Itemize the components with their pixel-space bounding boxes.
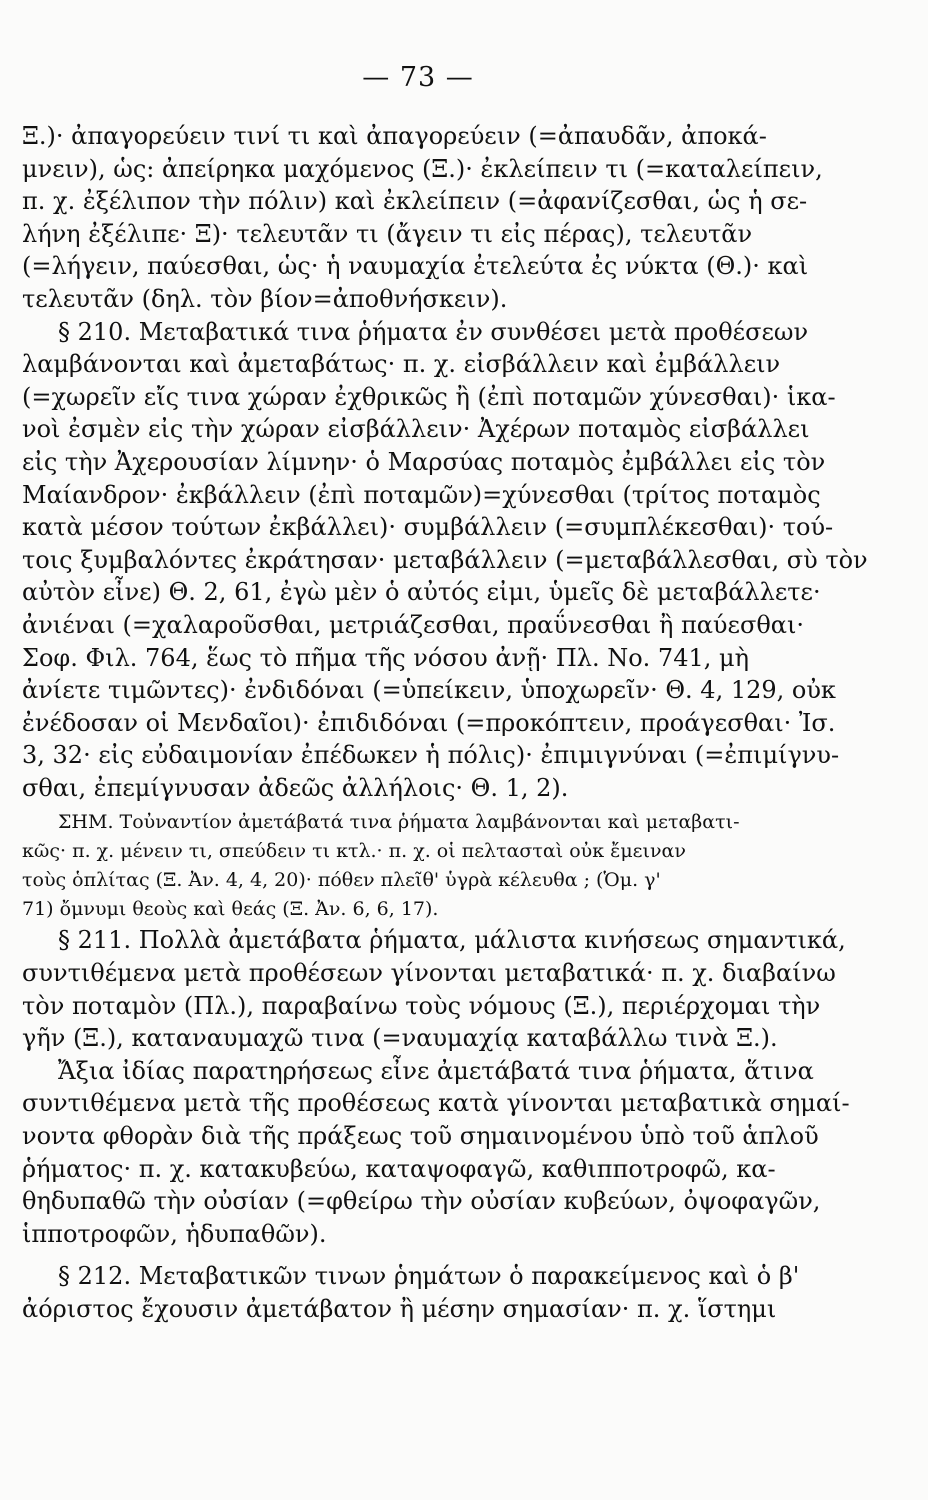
note-line: τοὺς ὁπλίτας (Ξ. Ἀν. 4, 4, 20)· πόθεν πλεῖθ' ὑγρὰ κέλευθα ; (Ὁμ. γ' (22, 869, 661, 892)
note-block (22, 808, 822, 924)
text-line: ἀνίετε τιμῶντες)· ἐνδιδόναι (=ὑπείκειν, ὑποχωρεῖν· Θ. 4, 129, οὐκ (22, 676, 836, 705)
text-line: ἀόριστος ἔχουσιν ἀμετάβατον ἢ μέσην σημασίαν· π. χ. ἵστημι (22, 1295, 777, 1323)
text-line: § 211. Πολλὰ ἀμετάβατα ῥήματα, μάλιστα κινήσεως σημαντικά, (58, 926, 846, 955)
text-line: συντιθέμενα μετὰ προθέσεων γίνονται μεταβατικά· π. χ. διαβαίνω (22, 959, 836, 988)
text-line: λαμβάνονται καὶ ἀμεταβάτως· π. χ. εἰσβάλλειν καὶ ἐμβάλλειν (22, 350, 781, 379)
text-line: (=χωρεῖν εἴς τινα χώραν ἐχθρικῶς ἢ (ἐπὶ ποταμῶν χύνεσθαι)· ἱκα- (22, 382, 836, 411)
text-line: αὐτὸν εἶνε) Θ. 2, 61, ἐγὼ μὲν ὁ αὐτός εἰμι, ὑμεῖς δὲ μεταβάλλετε· (22, 578, 821, 607)
text-line: εἰς τὴν Ἀχερουσίαν λίμνην· ὁ Μαρσύας ποταμὸς ἐμβάλλει εἰς τὸν (22, 447, 826, 476)
text-line: γῆν (Ξ.), καταναυμαχῶ τινα (=ναυμαχίᾳ καταβάλλω τινὰ Ξ.). (22, 1024, 778, 1053)
section-212 (22, 1260, 822, 1325)
text-line: Σοφ. Φιλ. 764, ἕως τὸ πῆμα τῆς νόσου ἀνῇ· Πλ. Νο. 741, μὴ (22, 643, 749, 672)
text-line: Ἄξια ἰδίας παρατηρήσεως εἶνε ἀμετάβατά τινα ῥήματα, ἅτινα (58, 1056, 814, 1085)
text-line: κατὰ μέσον τούτων ἐκβάλλει)· συμβάλλειν (=συμπλέκεσθαι)· τού- (22, 513, 834, 542)
text-line: (=λήγειν, παύεσθαι, ὡς· ἡ ναυμαχία ἐτελεύτα ἐς νύκτα (Θ.)· καὶ (22, 252, 809, 281)
section-211 (22, 924, 850, 1250)
text-line: συντιθέμενα μετὰ τῆς προθέσεως κατὰ γίνονται μεταβατικὰ σημαί- (22, 1089, 850, 1118)
text-line: 3, 32· εἰς εὐδαιμονίαν ἐπέδωκεν ἡ πόλις)· ἐπιμιγνύναι (=ἐπιμίγνυ- (22, 741, 840, 770)
text-line: § 210. Μεταβατικά τινα ῥήματα ἐν συνθέσει μετὰ προθέσεων (58, 317, 809, 346)
note-line: ΣΗΜ. Τοὐναντίον ἀμετάβατά τινα ῥήματα λαμβάνονται καὶ μεταβατι- (58, 811, 740, 834)
page-number: — 73 — (362, 62, 474, 93)
text-line: θηδυπαθῶ τὴν οὐσίαν (=φθείρω τὴν οὐσίαν κυβεύων, ὀψοφαγῶν, (22, 1187, 821, 1216)
text-line: ῥήματος· π. χ. κατακυβεύω, καταψοφαγῶ, καθιπποτροφῶ, κα- (22, 1154, 776, 1183)
text-line: σθαι, ἐπεμίγνυσαν ἀδεῶς ἀλλήλοις· Θ. 1, 2). (22, 773, 569, 802)
text-line: λήνη ἐξέλιπε· Ξ)· τελευτᾶν τι (ἄγειν τι εἰς πέρας), τελευτᾶν (22, 219, 753, 248)
text-line: § 212. Μεταβατικῶν τινων ῥημάτων ὁ παρακείμενος καὶ ὁ β' (58, 1262, 800, 1291)
paragraph-continuation (22, 120, 822, 316)
text-line: τελευτᾶν (δηλ. τὸν βίον=ἀποθνήσκειν). (22, 284, 508, 313)
text-line: Ξ.)· ἀπαγορεύειν τινί τι καὶ ἀπαγορεύειν (=ἀπαυδᾶν, ἀποκά- (22, 122, 767, 150)
text-line: ἀνιέναι (=χαλαροῦσθαι, μετριάζεσθαι, πραΰνεσθαι ἢ παύεσθαι· (22, 610, 805, 639)
text-line: νοὶ ἐσμὲν εἰς τὴν χώραν εἰσβάλλειν· Ἀχέρων ποταμὸς εἰσβάλλει (22, 415, 810, 444)
text-line: ἐνέδοσαν οἱ Μενδαῖοι)· ἐπιδιδόναι (=προκόπτειν, προάγεσθαι· Ἰσ. (22, 708, 836, 737)
text-line: τοις ξυμβαλόντες ἐκράτησαν· μεταβάλλειν (=μεταβάλλεσθαι, σὺ τὸν (22, 545, 868, 574)
text-line: ἱπποτροφῶν, ἡδυπαθῶν). (22, 1219, 327, 1248)
paragraph-gap (22, 1250, 822, 1260)
section-210 (22, 316, 868, 805)
note-line: 71) ὄμνυμι θεοὺς καὶ θεάς (Ξ. Ἀν. 6, 6, 17). (22, 898, 439, 921)
body-text (22, 120, 868, 1326)
text-line: τὸν ποταμὸν (Πλ.), παραβαίνω τοὺς νόμους (Ξ.), περιέρχομαι τὴν (22, 991, 821, 1020)
text-line: π. χ. ἐξέλιπον τὴν πόλιν) καὶ ἐκλείπειν (=ἀφανίζεσθαι, ὡς ἡ σε- (22, 187, 808, 216)
text-line: Μαίανδρον· ἐκβάλλειν (ἐπὶ ποταμῶν)=χύνεσθαι (τρίτος ποταμὸς (22, 480, 821, 509)
text-line: νοντα φθορὰν διὰ τῆς πράξεως τοῦ σημαινομένου ὑπὸ τοῦ ἁπλοῦ (22, 1122, 819, 1151)
note-line: κῶς· π. χ. μένειν τι, σπεύδειν τι κτλ.· π. χ. οἱ πελτασταὶ οὐκ ἔμειναν (22, 840, 686, 863)
text-line: μνειν), ὡς: ἀπείρηκα μαχόμενος (Ξ.)· ἐκλείπειν τι (=καταλείπειν, (22, 154, 823, 183)
